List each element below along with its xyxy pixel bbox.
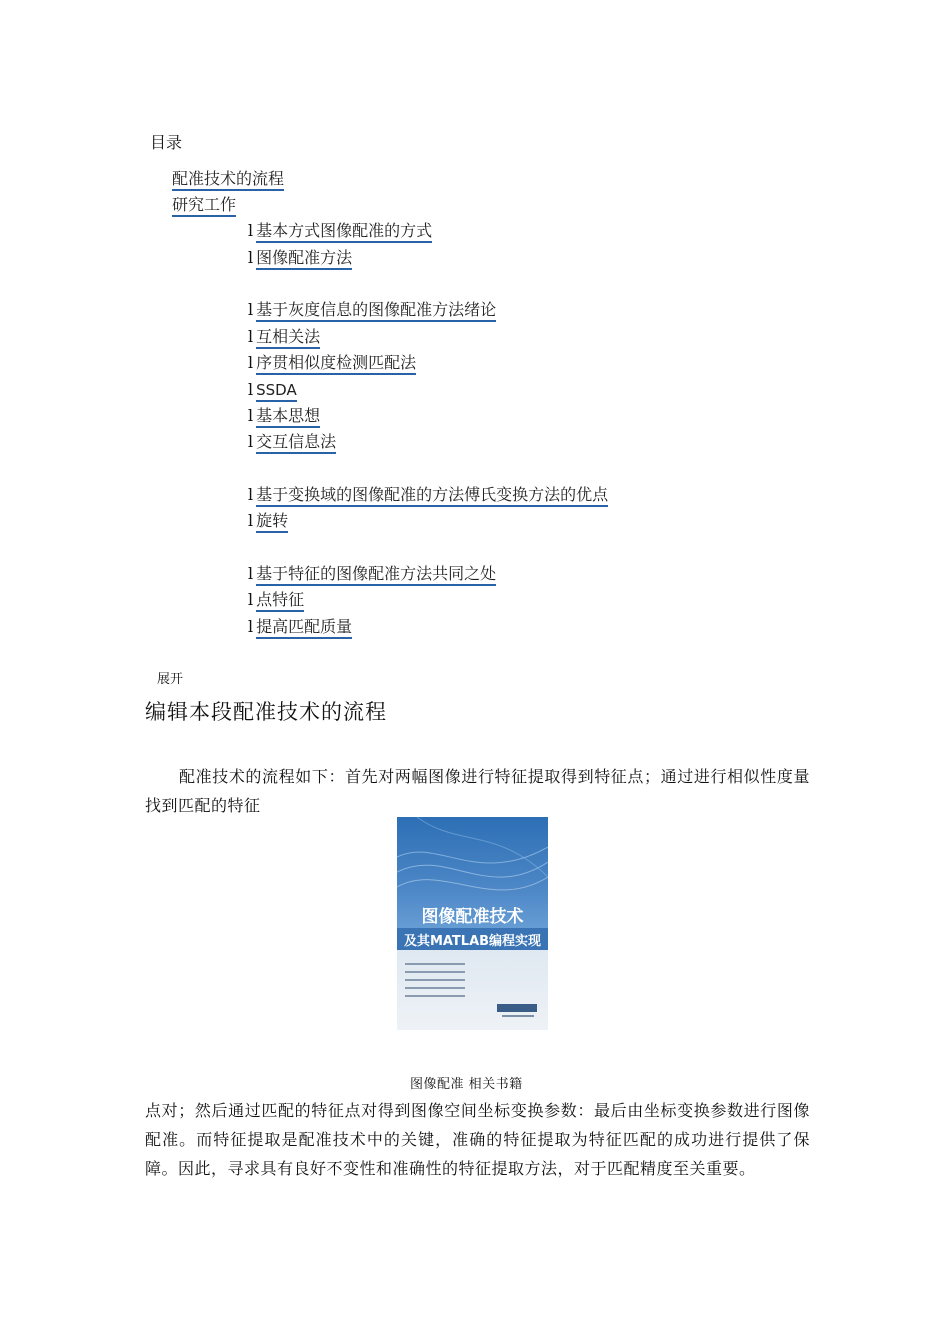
toc-sub-item[interactable]: 基于变换域的图像配准的方法傅氏变换方法的优点 [256,486,608,507]
expand-toggle[interactable]: 展开 [157,672,184,687]
bullet: l [248,327,254,346]
toc-sub-row [248,249,352,270]
toc-sub-item[interactable]: 序贯相似度检测匹配法 [256,354,416,375]
bullet: l [248,511,254,530]
bullet: l [248,300,254,319]
toc-sub-item[interactable]: 交互信息法 [256,433,336,454]
toc-sub-row [248,301,496,322]
bullet: l [248,248,254,267]
toc-sub-item[interactable]: 旋转 [256,512,288,533]
publisher-logo [497,1004,537,1012]
toc-sub-row [248,618,352,639]
toc-sub-row [248,565,496,586]
section-heading: 编辑本段配准技术的流程 [145,700,387,724]
toc-sub-row [248,354,416,375]
toc-sub-row [248,486,608,507]
toc-sub-item[interactable]: 图像配准方法 [256,249,352,270]
bullet: l [248,485,254,504]
toc-sub-item[interactable]: 基于灰度信息的图像配准方法绪论 [256,301,496,322]
bullet: l [248,590,254,609]
toc-sub-item[interactable]: 点特征 [256,591,304,612]
bullet: l [248,406,254,425]
toc-sub-item[interactable]: 基本思想 [256,407,320,428]
bullet: l [248,432,254,451]
bullet: l [248,221,254,240]
book-feature-lines [405,963,465,1003]
toc-sub-item[interactable]: 提高匹配质量 [256,618,352,639]
toc-sub-row [248,381,297,402]
toc-item-process[interactable]: 配准技术的流程 [172,170,284,191]
toc-title: 目录 [150,133,183,152]
book-subtitle: 及其MATLAB编程实现 [403,934,542,949]
book-cover-image [397,817,548,1030]
bullet: l [248,564,254,583]
book-title: 图像配准技术 [421,907,524,927]
paragraph-body: 点对；然后通过匹配的特征点对得到图像空间坐标变换参数：最后由坐标变换参数进行图像配准。而特征提取是配准技术中的关键，准确的特征提取为特征匹配的成功进行提供了保障。因此，寻求具有良好不变性和准确性的特征提取方法，对于匹配精度至关重要。 [145,1101,810,1178]
toc-sub-row [248,328,320,349]
toc-item-research[interactable]: 研究工作 [172,196,236,217]
toc-sub-item[interactable]: 基本方式图像配准的方式 [256,222,432,243]
image-caption: 图像配准 相关书籍 [410,1077,523,1092]
bullet: l [248,617,254,636]
toc-sub-row [248,591,304,612]
bullet: l [248,380,254,399]
bullet: l [248,353,254,372]
toc-sub-item[interactable]: 互相关法 [256,328,320,349]
publisher-url-mark [502,1015,534,1017]
toc-sub-item[interactable]: SSDA [256,381,297,402]
toc-sub-row [248,222,432,243]
paragraph-intro: 配准技术的流程如下：首先对两幅图像进行特征提取得到特征点；通过进行相似性度量找到匹配的特征 [145,767,810,815]
toc-sub-row [248,433,336,454]
toc-sub-row [248,407,320,428]
toc-sub-row [248,512,288,533]
toc-sub-item[interactable]: 基于特征的图像配准方法共同之处 [256,565,496,586]
